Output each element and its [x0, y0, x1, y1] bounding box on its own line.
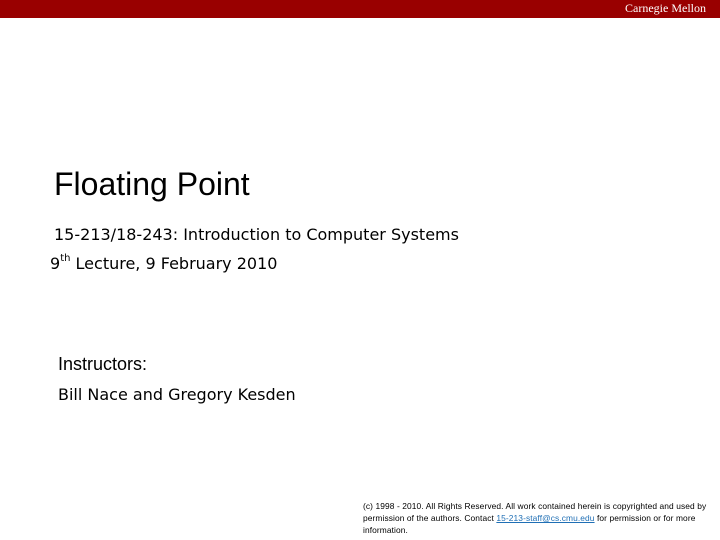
slide-title: Floating Point [54, 166, 250, 202]
lecture-number: 9 [50, 254, 61, 273]
contact-email-link[interactable]: 15-213-staff@cs.cmu.edu [496, 513, 595, 523]
lecture-date: Lecture, 9 February 2010 [70, 254, 278, 273]
header-bar [0, 0, 720, 18]
copyright-notice [363, 500, 715, 536]
copyright-tail: for permission or for more information. [363, 513, 696, 535]
instructors-label: Instructors: [58, 354, 148, 374]
copyright-text: (c) 1998 - 2010. All Rights Reserved. All work contained herein is copyrighted and used by permission of the authors. Contact [363, 501, 707, 523]
org-name: Carnegie Mellon [625, 1, 706, 15]
course-name: 15-213/18-243: Introduction to Computer Systems [54, 225, 459, 244]
lecture-ordinal: th [60, 252, 71, 264]
lecture-info [50, 254, 277, 273]
instructors-names: Bill Nace and Gregory Kesden [58, 385, 296, 404]
